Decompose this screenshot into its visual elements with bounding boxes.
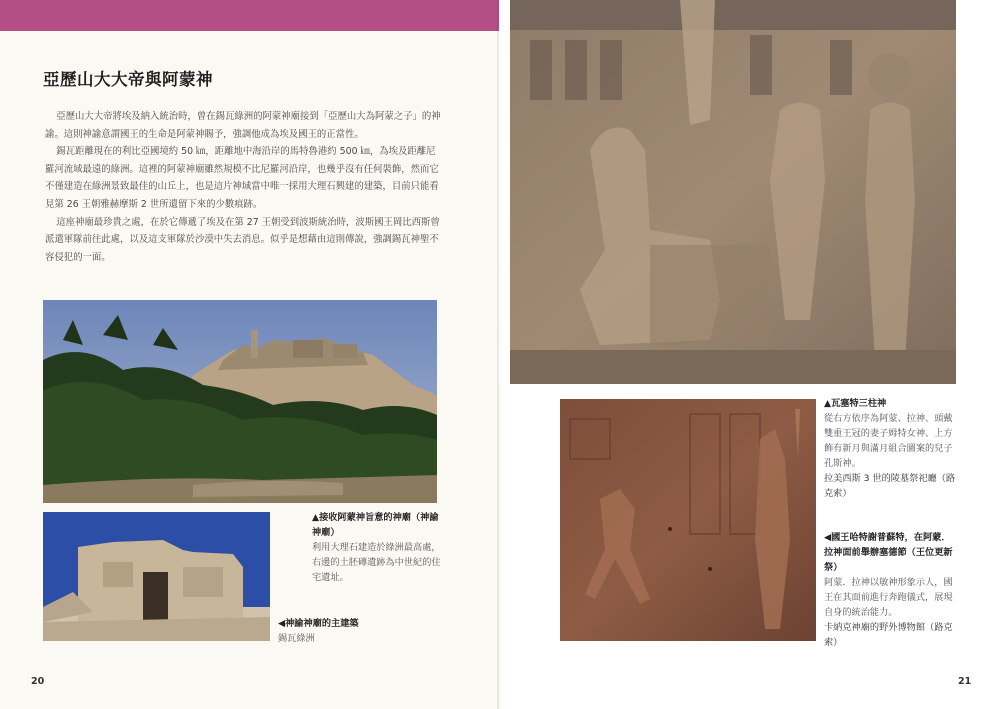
oasis-photo xyxy=(43,300,437,503)
right-page xyxy=(499,0,999,709)
main-building-caption xyxy=(278,616,398,646)
caption-text: 錫瓦綠洲 xyxy=(278,633,315,644)
caption-source: 卡納克神廟的野外博物館（路克索） xyxy=(824,622,953,648)
caption-title: ◀神諭神廟的主建築 xyxy=(278,618,359,629)
caption-text: 利用大理石建造於綠洲最高處，右邊的土胚磚遺跡為中世紀的住宅遺址。 xyxy=(312,542,441,583)
caption-title: ◀國王哈特謝普蘇特，在阿蒙．拉神面前舉辦塞德節（王位更新祭） xyxy=(824,532,953,573)
hatshepsut-caption xyxy=(824,530,958,650)
caption-text: 從右方依序為阿蒙、拉神、頭戴雙重王冠的妻子姆特女神、上方飾有新月與滿月組合圖案的兒子孔斯神。 xyxy=(824,413,953,469)
header-band xyxy=(0,0,499,31)
hatshepsut-relief-image xyxy=(560,399,816,641)
triad-caption xyxy=(824,396,958,501)
caption-source: 拉美西斯 3 世的陵墓祭祀廳（路克索） xyxy=(824,473,956,499)
caption-title: ▲接收阿蒙神旨意的神廟（神諭神廟） xyxy=(312,512,439,538)
paragraph: 錫瓦距離現在的利比亞國境約 50 ㎞，距離地中海沿岸的馬特魯港約 500 ㎞，為埃及距離尼羅河流域最遠的綠洲。這裡的阿蒙神廟雖然規模不比尼羅河沿岸，也幾乎沒有任何裝飾，然而它不僅建造在綠洲景致最佳的山丘上，也是這片神域當中唯一採用大理石興建的建築，目前只能看見第 26 王朝雅赫摩斯 2 世所遺留下來的少數痕跡。 xyxy=(45,146,439,210)
temple-ruins-photo xyxy=(43,512,270,641)
oasis-image xyxy=(43,300,437,503)
page-number-right: 21 xyxy=(958,676,972,687)
left-page xyxy=(0,0,499,709)
article-body xyxy=(45,108,443,266)
hatshepsut-relief-photo xyxy=(560,399,816,641)
temple-ruins-image xyxy=(43,512,270,641)
caption-title: ▲瓦塞特三柱神 xyxy=(824,398,887,409)
temple-caption xyxy=(312,510,442,585)
paragraph: 這座神廟最珍貴之處，在於它傳遞了埃及在第 27 王朝受到波斯統治時，波斯國王岡比西斯曾派遣軍隊前往此處，以及這支軍隊於沙漠中失去消息。似乎是想藉由這則傳說，強調錫瓦神聖不容侵犯的一面。 xyxy=(45,216,440,263)
triad-relief-image xyxy=(510,0,956,384)
paragraph: 亞歷山大大帝將埃及納入統治時，曾在錫瓦綠洲的阿蒙神廟接到「亞歷山大為阿蒙之子」的神諭。這則神諭意謂國王的生命是阿蒙神賜予，強調他成為埃及國王的正當性。 xyxy=(45,111,441,140)
page-number-left: 20 xyxy=(31,676,45,687)
book-gutter xyxy=(497,0,501,709)
page-title: 亞歷山大大帝與阿蒙神 xyxy=(43,70,213,89)
caption-text: 阿蒙．拉神以敏神形象示人，國王在其面前進行奔跑儀式，展現自身的統治能力。 xyxy=(824,577,953,618)
triad-relief-photo xyxy=(510,0,956,384)
